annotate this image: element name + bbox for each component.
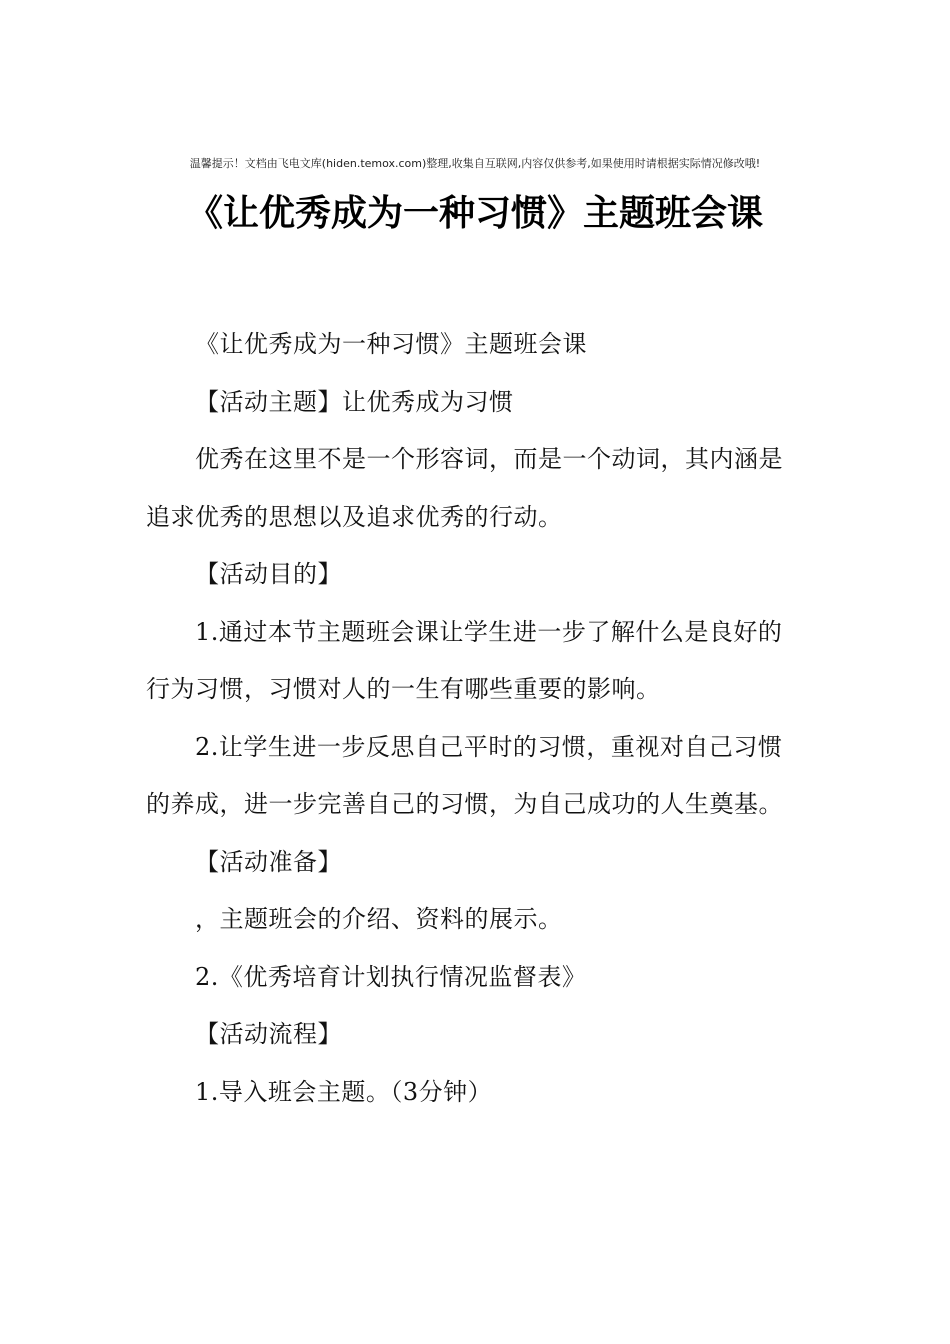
paragraph-process-heading: 【活动流程】 xyxy=(195,1020,342,1048)
paragraph-preparation-2: 2.《优秀培育计划执行情况监督表》 xyxy=(195,962,587,991)
paragraph-preparation-1: ，主题班会的介绍、资料的展示。 xyxy=(195,905,563,933)
paragraph-activity-goal-heading: 【活动目的】 xyxy=(195,560,342,588)
paragraph-goal-2: 2.让学生进一步反思自己平时的习惯，重视对自己习惯的养成，进一步完善自己的习惯，为自己成功的人生奠基。 xyxy=(146,732,783,818)
paragraph-theme-explanation: 优秀在这里不是一个形容词，而是一个动词，其内涵是追求优秀的思想以及追求优秀的行动。 xyxy=(146,445,783,531)
document-body xyxy=(146,316,806,1121)
paragraph-goal-1: 1.通过本节主题班会课让学生进一步了解什么是良好的行为习惯，习惯对人的一生有哪些重要的影响。 xyxy=(146,617,783,703)
paragraph-subtitle: 《让优秀成为一种习惯》主题班会课 xyxy=(195,330,587,358)
paragraph-activity-theme: 【活动主题】让优秀成为习惯 xyxy=(195,387,514,416)
paragraph-preparation-heading: 【活动准备】 xyxy=(195,847,342,876)
download-notice: 温馨提示！文档由飞电文库(hiden.temox.com)整理,收集自互联网,内容仅供参考,如果使用时请根据实际情况修改哦! xyxy=(189,157,761,170)
paragraph-process-1: 1.导入班会主题。（3分钟） xyxy=(195,1077,493,1106)
document-title: 《让优秀成为一种习惯》主题班会课 xyxy=(186,193,763,234)
